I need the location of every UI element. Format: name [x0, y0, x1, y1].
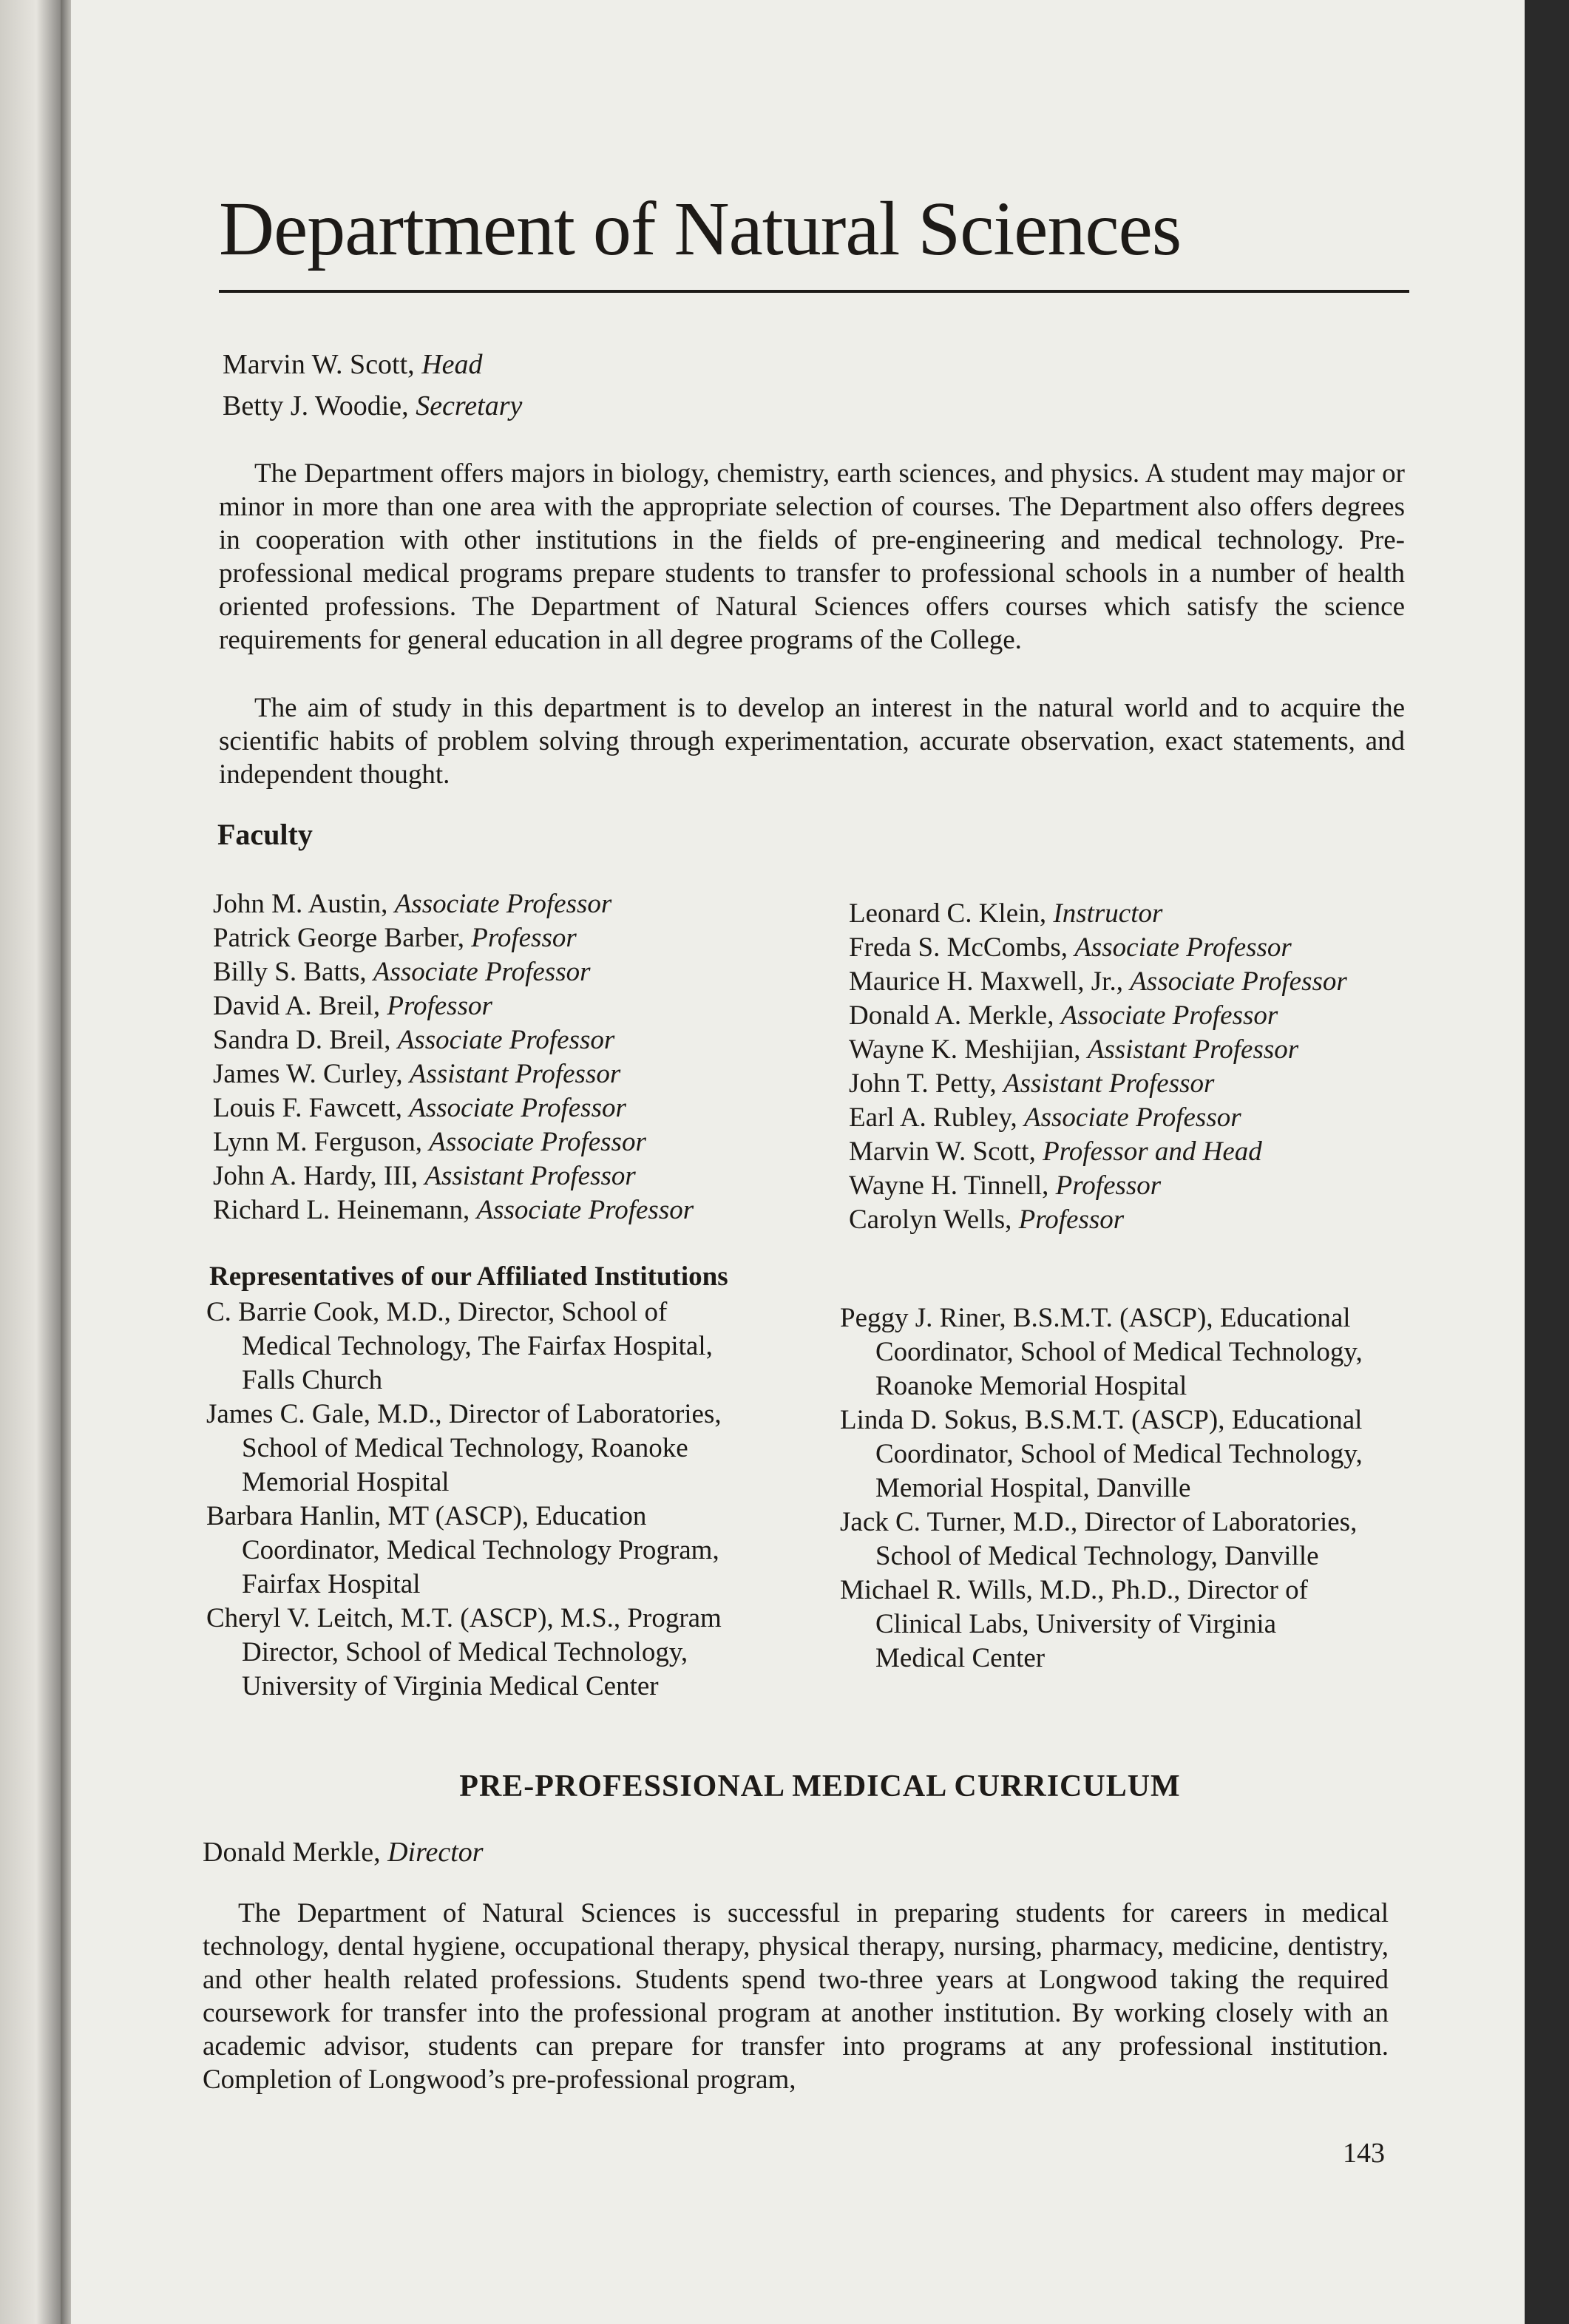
faculty-member	[849, 1203, 1347, 1237]
faculty-name: Leonard C. Klein,	[849, 898, 1054, 929]
faculty-list-left	[213, 887, 694, 1227]
faculty-name: John T. Petty,	[849, 1068, 1003, 1099]
faculty-name: Billy S. Batts,	[213, 957, 373, 987]
curriculum-director: Donald Merkle, Director	[203, 1837, 484, 1868]
representative-entry: Jack C. Turner, M.D., Director of Laboratories, School of Medical Technology, Danville	[840, 1507, 1358, 1571]
faculty-title: Assistant Professor	[1087, 1034, 1299, 1065]
faculty-name: Wayne K. Meshijian,	[849, 1034, 1088, 1065]
faculty-name: Earl A. Rubley,	[849, 1102, 1025, 1133]
representative-entry: Peggy J. Riner, B.S.M.T. (ASCP), Educational Coordinator, School of Medical Technology, Roanoke Memorial Hospital	[840, 1303, 1363, 1401]
staff-secretary: Betty J. Woodie, Secretary	[223, 390, 523, 421]
faculty-name: Sandra D. Breil,	[213, 1025, 398, 1055]
faculty-member	[849, 931, 1347, 965]
faculty-member	[213, 955, 694, 989]
faculty-name: John A. Hardy, III,	[213, 1161, 425, 1191]
faculty-title: Associate Professor	[1074, 932, 1292, 963]
representative-entry: Linda D. Sokus, B.S.M.T. (ASCP), Educational Coordinator, School of Medical Technology, Memorial Hospital, Danville	[840, 1405, 1363, 1503]
representative-entry: Cheryl V. Leitch, M.T. (ASCP), M.S., Program Director, School of Medical Technology, University of Virginia Medical Center	[206, 1603, 722, 1701]
faculty-member	[849, 999, 1347, 1033]
faculty-member	[849, 965, 1347, 999]
intro-paragraph-2: The aim of study in this department is to develop an interest in the natural world and to acquire the scientific habits of problem solving through experimentation, accurate observation, exact statements, and independent thought.	[219, 693, 1405, 790]
faculty-member	[213, 1193, 694, 1227]
faculty-title: Associate Professor	[1024, 1102, 1241, 1133]
representatives-list-left	[206, 1295, 724, 1704]
faculty-member	[213, 1159, 694, 1193]
representative-entry: Barbara Hanlin, MT (ASCP), Education Coordinator, Medical Technology Program, Fairfax Hospital	[206, 1501, 719, 1599]
faculty-name: Louis F. Fawcett,	[213, 1093, 410, 1123]
representative-entry: James C. Gale, M.D., Director of Laboratories, School of Medical Technology, Roanoke Memorial Hospital	[206, 1399, 722, 1497]
scan-background	[1525, 0, 1569, 2324]
page-number: 143	[1343, 2138, 1385, 2169]
faculty-title: Professor	[1018, 1205, 1125, 1235]
faculty-member	[849, 1033, 1347, 1067]
faculty-member	[213, 921, 694, 955]
faculty-name: John M. Austin,	[213, 889, 395, 919]
intro-paragraph-1: The Department offers majors in biology, chemistry, earth sciences, and physics. A student may major or minor in more than one area with the appropriate selection of courses. The Department also offers degrees in cooperation with other institutions in the fields of pre-engineering and medical technology. Pre-professional medical programs prepare students to transfer to professional schools in a number of health oriented professions. The Department of Natural Sciences offers courses which satisfy the science requirements for general education in all degree programs of the College.	[219, 458, 1405, 655]
representatives-list-right	[840, 1301, 1372, 1676]
faculty-member	[213, 887, 694, 921]
faculty-member	[213, 1091, 694, 1125]
faculty-name: Donald A. Merkle,	[849, 1000, 1061, 1031]
department-staff	[223, 344, 522, 427]
faculty-title: Professor and Head	[1043, 1136, 1262, 1167]
faculty-title: Professor	[1055, 1171, 1162, 1201]
faculty-title: Assistant Professor	[409, 1059, 621, 1089]
representatives-heading: Representatives of our Affiliated Institutions	[209, 1261, 728, 1292]
faculty-name: David A. Breil,	[213, 991, 387, 1021]
faculty-member	[849, 1067, 1347, 1101]
faculty-member	[849, 1135, 1347, 1169]
faculty-title: Professor	[387, 991, 492, 1021]
page-title: Department of Natural Sciences	[219, 186, 1182, 271]
faculty-name: Marvin W. Scott,	[849, 1136, 1043, 1167]
faculty-title: Professor	[471, 923, 577, 953]
faculty-title: Associate Professor	[397, 1025, 615, 1055]
faculty-title: Associate Professor	[394, 889, 612, 919]
faculty-title: Assistant Professor	[424, 1161, 636, 1191]
faculty-member	[849, 1101, 1347, 1135]
faculty-member	[213, 1057, 694, 1091]
faculty-name: Richard L. Heinemann,	[213, 1195, 477, 1225]
faculty-title: Associate Professor	[373, 957, 591, 987]
faculty-title: Assistant Professor	[1003, 1068, 1215, 1099]
faculty-member	[213, 1023, 694, 1057]
faculty-name: Carolyn Wells,	[849, 1205, 1019, 1235]
faculty-title: Associate Professor	[429, 1127, 646, 1157]
faculty-title: Instructor	[1053, 898, 1163, 929]
curriculum-heading: PRE-PROFESSIONAL MEDICAL CURRICULUM	[459, 1769, 1181, 1803]
faculty-name: James W. Curley,	[213, 1059, 410, 1089]
title-rule	[219, 290, 1409, 293]
faculty-name: Maurice H. Maxwell, Jr.,	[849, 966, 1131, 997]
faculty-member	[213, 1125, 694, 1159]
faculty-title: Associate Professor	[1130, 966, 1347, 997]
faculty-heading: Faculty	[217, 818, 313, 851]
faculty-member	[849, 1169, 1347, 1203]
representative-entry: Michael R. Wills, M.D., Ph.D., Director of Clinical Labs, University of Virginia Medical Center	[840, 1575, 1308, 1673]
faculty-list-right	[849, 897, 1347, 1237]
faculty-title: Associate Professor	[1060, 1000, 1278, 1031]
document-page	[71, 0, 1525, 2324]
faculty-name: Wayne H. Tinnell,	[849, 1171, 1056, 1201]
curriculum-paragraph: The Department of Natural Sciences is successful in preparing students for careers in medical technology, dental hygiene, occupational therapy, physical therapy, nursing, pharmacy, medicine, dentistry, and other health related professions. Students spend two-three years at Longwood taking the required coursework for transfer into the professional program at another institution. By working closely with an academic advisor, students can prepare for transfer into programs at any professional institution. Completion of Longwood’s pre-professional program,	[203, 1898, 1389, 2095]
faculty-name: Patrick George Barber,	[213, 923, 472, 953]
faculty-name: Lynn M. Ferguson,	[213, 1127, 430, 1157]
faculty-title: Associate Professor	[476, 1195, 694, 1225]
book-spine	[61, 0, 71, 2324]
faculty-title: Associate Professor	[409, 1093, 626, 1123]
faculty-member	[213, 989, 694, 1023]
representative-entry: C. Barrie Cook, M.D., Director, School of Medical Technology, The Fairfax Hospital, Falls Church	[206, 1297, 713, 1395]
facing-page-edge	[0, 0, 61, 2324]
staff-head: Marvin W. Scott, Head	[223, 349, 483, 380]
faculty-member	[849, 897, 1347, 931]
faculty-name: Freda S. McCombs,	[849, 932, 1075, 963]
